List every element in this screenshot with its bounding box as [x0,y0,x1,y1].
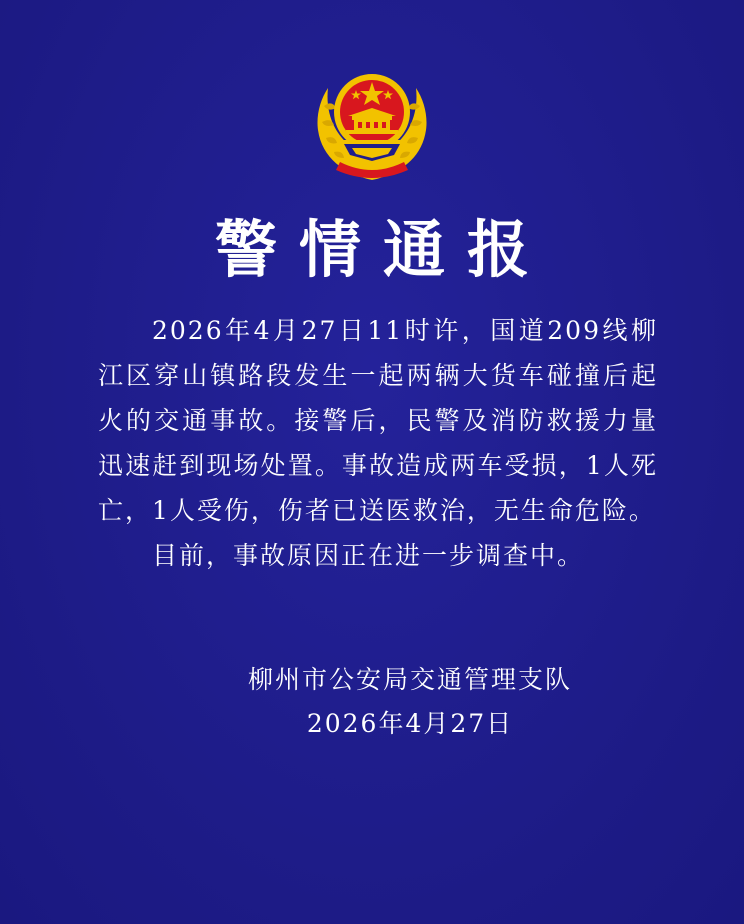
paragraph-investigation: 目前，事故原因正在进一步调查中。 [152,541,585,570]
signature-block [220,658,600,746]
notice-body [98,308,658,578]
issuing-organization: 柳州市公安局交通管理支队 [247,665,572,694]
page-title: 警情通报 [214,213,551,286]
paragraph-incident: 2026年4月27日11时许，国道209线柳江区穿山镇路段发生一起两辆大货车碰撞后起火的交通事故。接警后，民警及消防救援力量迅速赶到现场处置。事故造成两车受损，1人死亡，1人受伤，伤者已送医救治，无生命危险。 [98,316,658,525]
issue-date: 2026年4月27日 [306,709,514,738]
police-emblem-icon [314,66,430,184]
